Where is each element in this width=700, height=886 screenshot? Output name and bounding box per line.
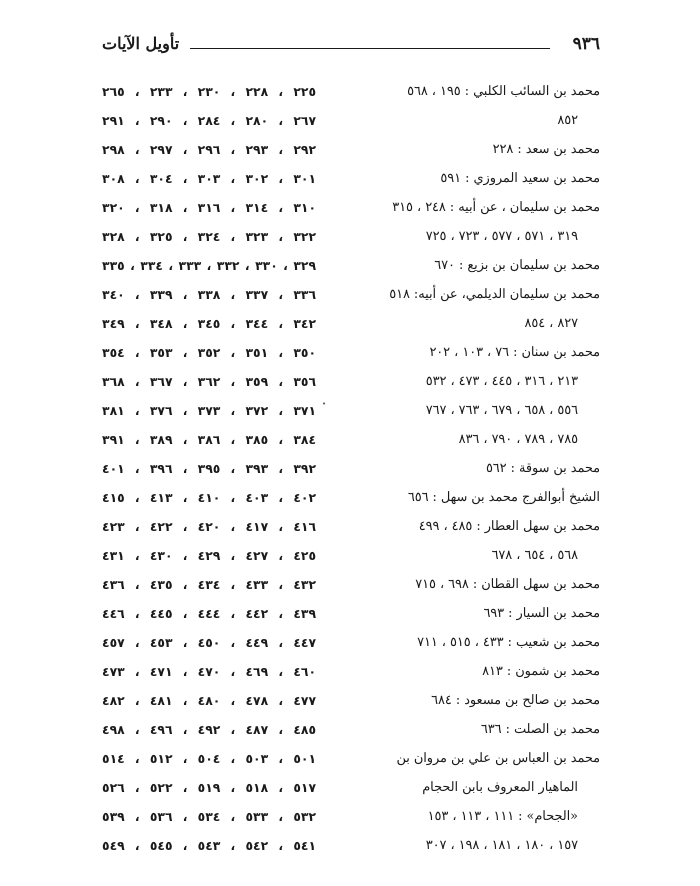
- print-speck: •: [322, 400, 327, 408]
- page-reference-line: ٣٨٤ ، ٣٨٥ ، ٣٨٦ ، ٣٨٩ ، ٣٩١: [102, 432, 316, 447]
- page-reference-line: ٤٣٩ ، ٤٤٢ ، ٤٤٤ ، ٤٤٥ ، ٤٤٦: [102, 606, 316, 621]
- page-reference-line: ٤١٦ ، ٤١٧ ، ٤٢٠ ، ٤٢٢ ، ٤٢٣: [102, 519, 316, 534]
- page-reference-line: ٣٢٩ ، ٣٣٠ ، ٣٣٢ ، ٣٣٣ ، ٣٣٤ ، ٣٣٥: [102, 258, 316, 273]
- index-entry-line: محمد بن سنان : ٧٦ ، ١٠٣ ، ٢٠٢: [429, 345, 600, 360]
- page-reference-line: ٥٠١ ، ٥٠٣ ، ٥٠٤ ، ٥١٢ ، ٥١٤: [102, 751, 316, 766]
- index-entry-line: محمد بن سليمان ، عن أبيه : ٢٤٨ ، ٣١٥: [392, 200, 600, 215]
- index-entry-line: محمد بن الصلت : ٦٣٦: [480, 722, 600, 737]
- index-entry-line: محمد بن سعيد المروزي : ٥٩١: [440, 171, 600, 186]
- page-reference-line: ٣٤٢ ، ٣٤٤ ، ٣٤٥ ، ٣٤٨ ، ٣٤٩: [102, 316, 316, 331]
- index-continuation-line: ٨٢٧ ، ٨٥٤: [524, 316, 578, 331]
- page-reference-line: ٤٤٧ ، ٤٤٩ ، ٤٥٠ ، ٤٥٣ ، ٤٥٧: [102, 635, 316, 650]
- page-reference-line: ٤٠٢ ، ٤٠٣ ، ٤١٠ ، ٤١٣ ، ٤١٥: [102, 490, 316, 505]
- index-entries-column: [360, 77, 600, 860]
- index-entry-line: محمد بن سهل العطار : ٤٨٥ ، ٤٩٩: [418, 519, 600, 534]
- index-entry-line: الشيخ أبوالفرج محمد بن سهل : ٦٥٦: [407, 490, 600, 505]
- index-entry-line: محمد بن سليمان الديلمي، عن أبيه: ٥١٨: [389, 287, 600, 302]
- index-entry-line: محمد بن صالح بن مسعود : ٦٨٤: [431, 693, 600, 708]
- header-rule: [190, 48, 550, 49]
- page-reference-line: ٥٤١ ، ٥٤٢ ، ٥٤٣ ، ٥٤٥ ، ٥٤٩: [102, 838, 316, 853]
- page-reference-line: ٤٨٥ ، ٤٨٧ ، ٤٩٢ ، ٤٩٦ ، ٤٩٨: [102, 722, 316, 737]
- index-continuation-line: ٧٨٥ ، ٧٨٩ ، ٧٩٠ ، ٨٣٦: [458, 432, 578, 447]
- index-continuation-line: ٥٦٨ ، ٦٥٤ ، ٦٧٨: [491, 548, 578, 563]
- index-continuation-line: ٢١٣ ، ٣١٦ ، ٤٤٥ ، ٤٧٣ ، ٥٣٢: [425, 374, 578, 389]
- page-reference-line: ٣١٠ ، ٣١٤ ، ٣١٦ ، ٣١٨ ، ٣٢٠: [102, 200, 316, 215]
- page-reference-line: ٣٥٦ ، ٣٥٩ ، ٣٦٢ ، ٣٦٧ ، ٣٦٨: [102, 374, 316, 389]
- index-continuation-line: ٨٥٢: [557, 113, 578, 128]
- index-entry-line: محمد بن السائب الكلبي : ١٩٥ ، ٥٦٨: [407, 84, 600, 99]
- page-reference-line: ٣٣٦ ، ٣٣٧ ، ٣٣٨ ، ٣٣٩ ، ٣٤٠: [102, 287, 316, 302]
- page-reference-line: ٥١٧ ، ٥١٨ ، ٥١٩ ، ٥٢٢ ، ٥٢٦: [102, 780, 316, 795]
- page-reference-line: ٢٦٧ ، ٢٨٠ ، ٢٨٤ ، ٢٩٠ ، ٢٩١: [102, 113, 316, 128]
- index-continuation-line: ٣١٩ ، ٥٧١ ، ٥٧٧ ، ٧٢٣ ، ٧٢٥: [425, 229, 578, 244]
- index-continuation-line: الماهيار المعروف بابن الحجام: [422, 780, 578, 795]
- index-entry-line: محمد بن سهل القطان : ٦٩٨ ، ٧١٥: [415, 577, 600, 592]
- book-title: تأويل الآيات: [102, 34, 180, 53]
- page-reference-line: ٣٩٢ ، ٣٩٣ ، ٣٩٥ ، ٣٩٦ ، ٤٠١: [102, 461, 316, 476]
- page-references-column: [102, 77, 316, 860]
- page-reference-line: ٣٢٢ ، ٣٢٣ ، ٣٢٤ ، ٣٢٥ ، ٣٢٨: [102, 229, 316, 244]
- index-entry-line: محمد بن سليمان بن بزيع : ٦٧٠: [434, 258, 600, 273]
- page-reference-line: ٢٩٢ ، ٢٩٣ ، ٢٩٦ ، ٢٩٧ ، ٢٩٨: [102, 142, 316, 157]
- index-entry-line: محمد بن شمون : ٨١٣: [482, 664, 600, 679]
- page-reference-line: ٢٢٥ ، ٢٢٨ ، ٢٣٠ ، ٢٣٣ ، ٢٦٥: [102, 84, 316, 99]
- index-entry-line: محمد بن سعد : ٢٢٨: [492, 142, 600, 157]
- index-entry-line: محمد بن السيار : ٦٩٣: [483, 606, 600, 621]
- page-reference-line: ٥٣٢ ، ٥٣٣ ، ٥٣٤ ، ٥٣٦ ، ٥٣٩: [102, 809, 316, 824]
- page-reference-line: ٣٧١ ، ٣٧٢ ، ٣٧٣ ، ٣٧٦ ، ٣٨١: [102, 403, 316, 418]
- page-reference-line: ٣٠١ ، ٣٠٢ ، ٣٠٣ ، ٣٠٤ ، ٣٠٨: [102, 171, 316, 186]
- page-reference-line: ٤٧٧ ، ٤٧٨ ، ٤٨٠ ، ٤٨١ ، ٤٨٢: [102, 693, 316, 708]
- index-entry-line: محمد بن العباس بن علي بن مروان بن: [396, 751, 600, 766]
- page-header: [102, 30, 600, 60]
- index-entry-line: محمد بن شعيب : ٤٣٣ ، ٥١٥ ، ٧١١: [417, 635, 600, 650]
- page-reference-line: ٤٢٥ ، ٤٢٧ ، ٤٢٩ ، ٤٣٠ ، ٤٣١: [102, 548, 316, 563]
- index-entry-line: محمد بن سوقة : ٥٦٢: [485, 461, 600, 476]
- index-continuation-line: ٥٥٦ ، ٦٥٨ ، ٦٧٩ ، ٧٦٣ ، ٧٦٧: [425, 403, 578, 418]
- page-number: ٩٣٦: [572, 34, 600, 54]
- page-reference-line: ٤٣٢ ، ٤٣٣ ، ٤٣٤ ، ٤٣٥ ، ٤٣٦: [102, 577, 316, 592]
- index-continuation-line: «الجحام» : ١١١ ، ١١٣ ، ١٥٣: [427, 809, 578, 824]
- page-reference-line: ٤٦٠ ، ٤٦٩ ، ٤٧٠ ، ٤٧١ ، ٤٧٣: [102, 664, 316, 679]
- page-reference-line: ٣٥٠ ، ٣٥١ ، ٣٥٢ ، ٣٥٣ ، ٣٥٤: [102, 345, 316, 360]
- index-continuation-line: ١٥٧ ، ١٨٠ ، ١٨١ ، ١٩٨ ، ٣٠٧: [425, 838, 578, 853]
